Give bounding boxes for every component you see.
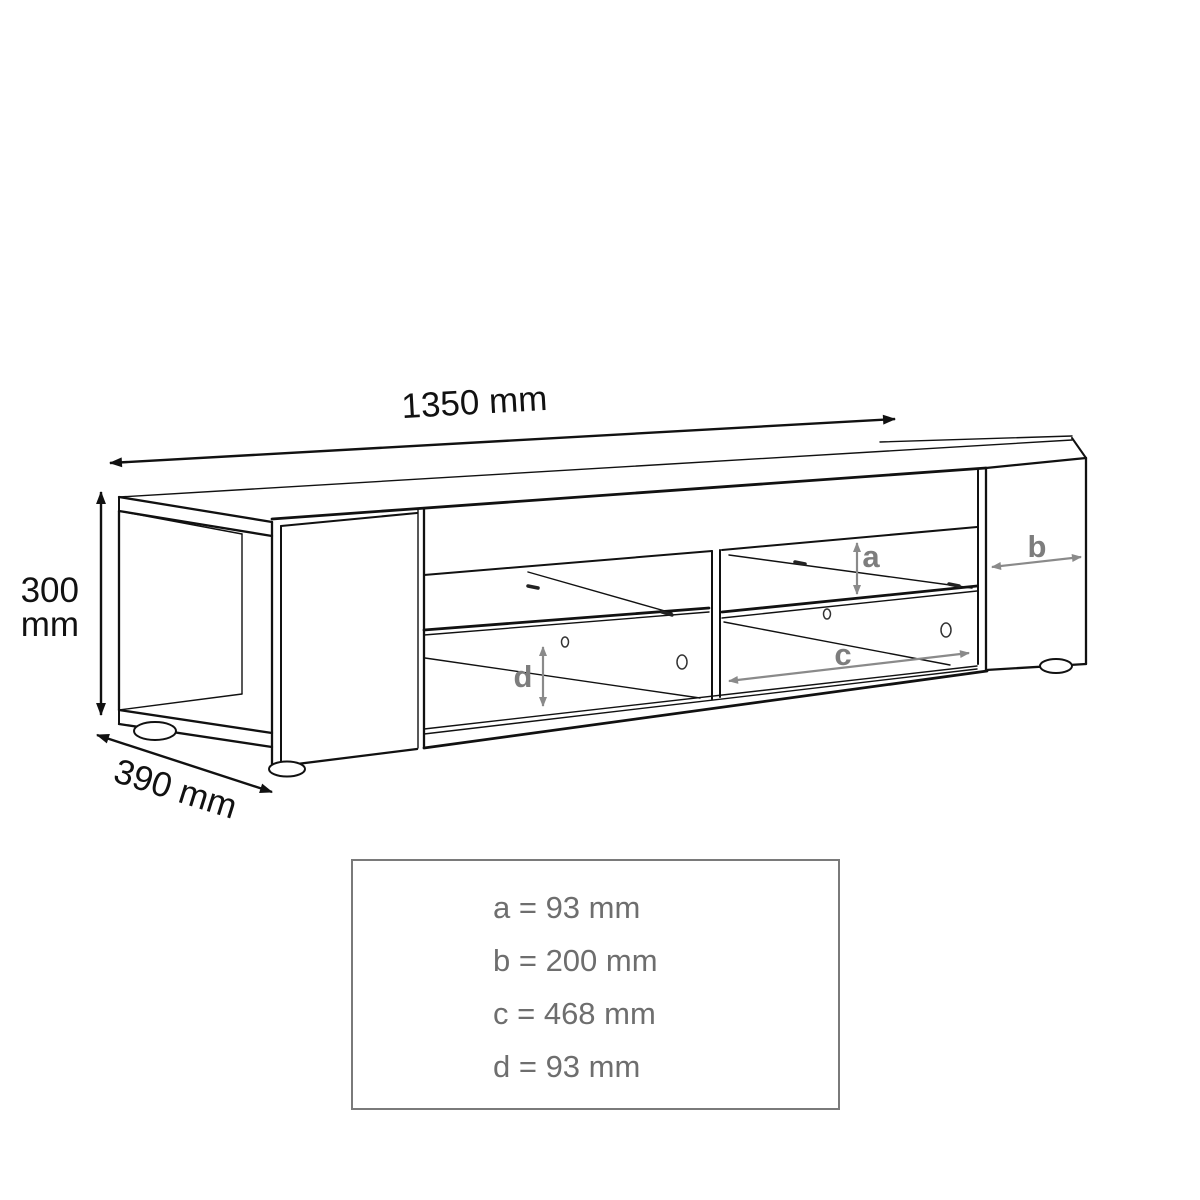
left-overhang-top-edge: [119, 497, 272, 522]
feet: [134, 659, 1072, 777]
right-shelf-front-edge-2: [722, 591, 977, 618]
bottom-board-top-edge: [424, 666, 977, 729]
right-shelf-front-edge: [722, 586, 977, 612]
dimension-callout-a: [857, 539, 880, 594]
left-shelf-back-junction: [528, 572, 672, 613]
foot: [1040, 659, 1072, 673]
left-floor-junction: [425, 658, 700, 698]
cable-hole: [941, 623, 951, 637]
shelf-pins: [528, 562, 959, 615]
center-shelf-section: [424, 468, 987, 748]
height-dimension-label-unit: mm: [20, 605, 79, 644]
callout-c-label: c: [834, 637, 852, 672]
dimension-height: [21, 492, 101, 715]
left-shelf-front-edge-2: [424, 612, 709, 635]
width-dimension-arrow: [110, 419, 895, 463]
height-dimension-label-value: 300: [20, 571, 79, 610]
cable-holes: [562, 609, 952, 669]
top-front-edge: [272, 468, 986, 519]
callout-b-label: b: [1027, 529, 1047, 564]
bottom-board-front-edge: [424, 669, 977, 734]
top-board: [119, 436, 1086, 536]
dimension-callout-d: [514, 647, 543, 706]
cable-hole: [677, 655, 687, 669]
foot: [269, 762, 305, 777]
legend-item-d: d = 93 mm: [493, 1049, 641, 1084]
dimension-depth: [97, 735, 272, 827]
dimension-width: [110, 379, 895, 463]
callout-a-label: a: [862, 539, 880, 574]
width-dimension-label: 1350 mm: [400, 378, 549, 427]
right-shelf-back-junction: [729, 555, 972, 588]
top-back-edge: [119, 440, 1072, 497]
base-front-edge: [424, 671, 987, 748]
dimension-callout-b: [992, 529, 1081, 567]
legend-box: [352, 860, 839, 1109]
left-opening-top-edge: [424, 551, 712, 575]
legend-item-c: c = 468 mm: [493, 996, 656, 1031]
depth-dimension-label: 390 mm: [109, 751, 242, 827]
right-opening-top-edge: [722, 527, 977, 550]
right-end-panel: [986, 458, 1086, 670]
callout-d-label: d: [513, 659, 533, 694]
right-panel-top-edge: [986, 458, 1086, 468]
shelf-pin: [949, 584, 959, 586]
shelf-pin: [795, 562, 805, 564]
left-floor-back-edge: [119, 694, 242, 710]
cabinet-drawing: [119, 436, 1086, 777]
shelf-pin: [528, 586, 538, 588]
door-top-edge: [281, 513, 417, 526]
legend-item-a: a = 93 mm: [493, 890, 641, 925]
foot: [134, 722, 176, 740]
left-door-panel: [281, 509, 424, 766]
cable-hole: [824, 609, 831, 619]
legend-item-b: b = 200 mm: [493, 943, 658, 978]
top-right-corner-edge: [1072, 438, 1086, 458]
cable-hole: [562, 637, 569, 647]
